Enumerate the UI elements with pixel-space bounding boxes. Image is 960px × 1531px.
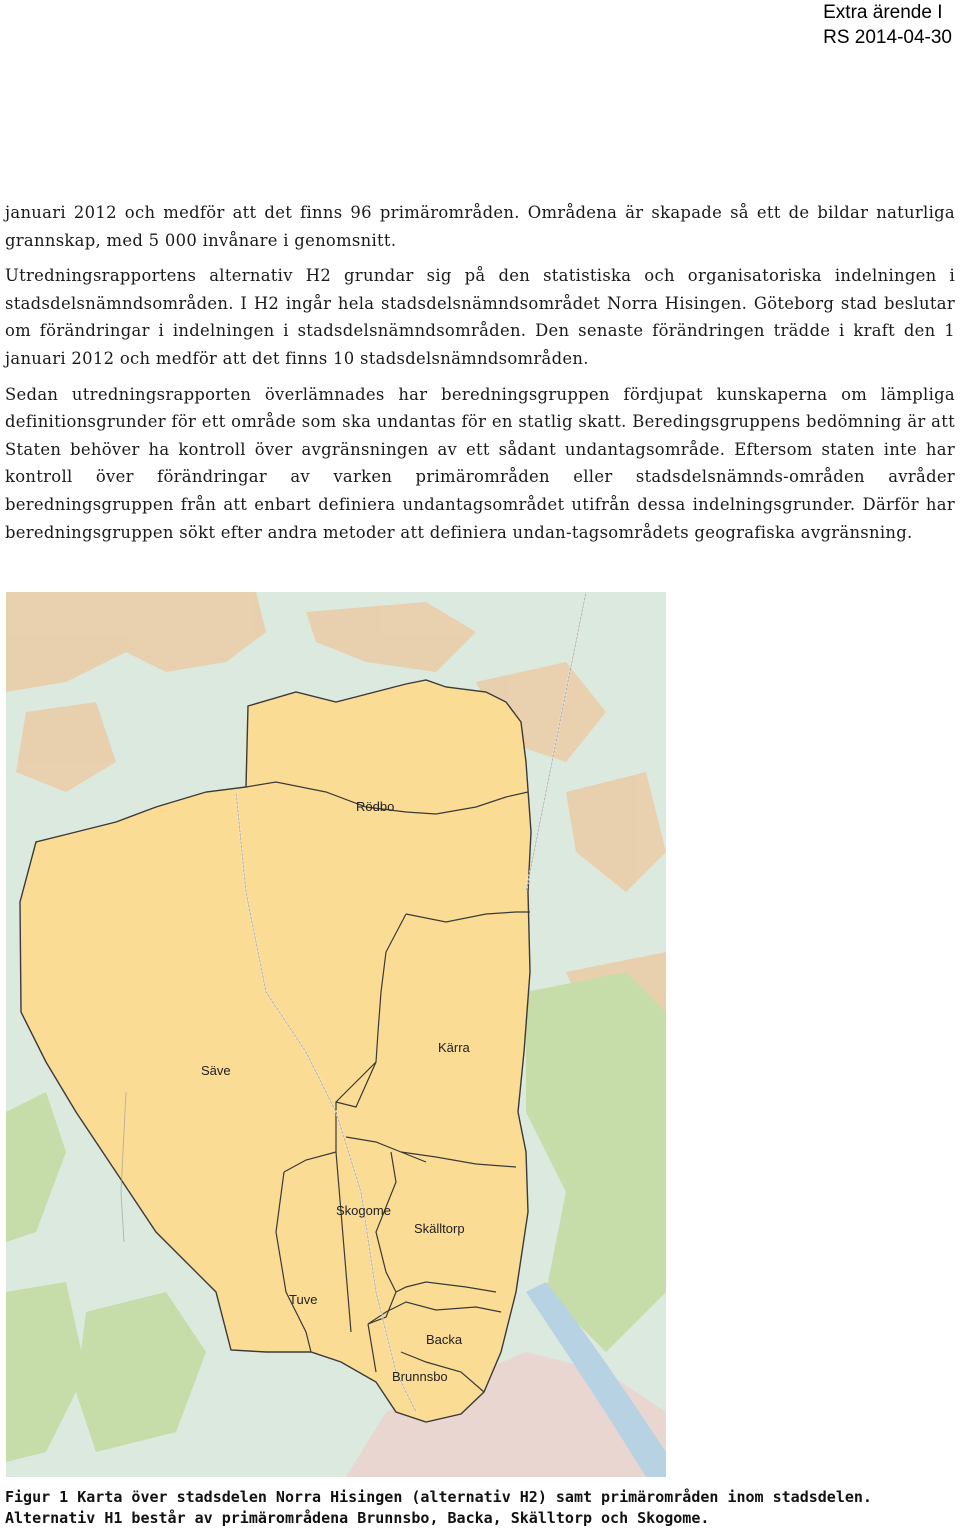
document-header (823, 0, 952, 50)
paragraph-3: Sedan utredningsrapporten överlämnades har beredningsgruppen fördjupat kunskaperna om lämpliga definitionsgrunder för ett område som ska undantas för en statlig skatt. Beredingsgruppens bedömning är att Staten behöver ha kontroll över avgränsningen av ett sådant undantagsområde. Eftersom staten inte har kontroll över förändringar av varken primärområden eller stadsdelsnämnds-områden avråder beredningsgruppen från att enbart definiera undantagsområdet utifrån dessa indelningsgrunder. Därför har beredningsgruppen sökt efter andra metoder att definiera undan-tagsområdets geografiska avgränsning. (5, 384, 955, 542)
body-text (5, 199, 955, 554)
label-skalltorp: Skälltorp (414, 1221, 465, 1236)
figure-caption: Figur 1 Karta över stadsdelen Norra Hisingen (alternativ H2) samt primärområden inom stadsdelen. Alternativ H1 består av primärområdena Brunnsbo, Backa, Skälltorp och Skogome. (5, 1488, 872, 1527)
header-line-2: RS 2014-04-30 (823, 27, 952, 48)
paragraph-1: januari 2012 och medför att det finns 96 primärområden. Områdena är skapade så ett de bildar naturliga grannskap, med 5 000 invånare i genomsnitt. (5, 203, 955, 250)
map-figure (6, 592, 666, 1477)
map-svg (6, 592, 666, 1477)
paragraph-2: Utredningsrapportens alternativ H2 grundar sig på den statistiska och organisatoriska indelningen i stadsdelsnämndsområden. I H2 ingår hela stadsdelsnämndsområdet Norra Hisingen. Göteborg stad beslutar om förändringar i indelningen i stadsdelsnämndsområden. Den senaste förändringen trädde i kraft den 1 januari 2012 och medför att det finns 10 stadsdelsnämndsområden. (5, 266, 955, 368)
label-tuve: Tuve (289, 1292, 318, 1307)
label-save: Säve (201, 1063, 231, 1078)
label-backa: Backa (426, 1332, 463, 1347)
header-line-1: Extra ärende I (823, 2, 943, 23)
label-karra: Kärra (438, 1040, 470, 1055)
label-rodbo: Rödbo (356, 799, 395, 814)
label-skogome: Skogome (336, 1203, 391, 1218)
label-brunnsbo: Brunnsbo (392, 1369, 448, 1384)
